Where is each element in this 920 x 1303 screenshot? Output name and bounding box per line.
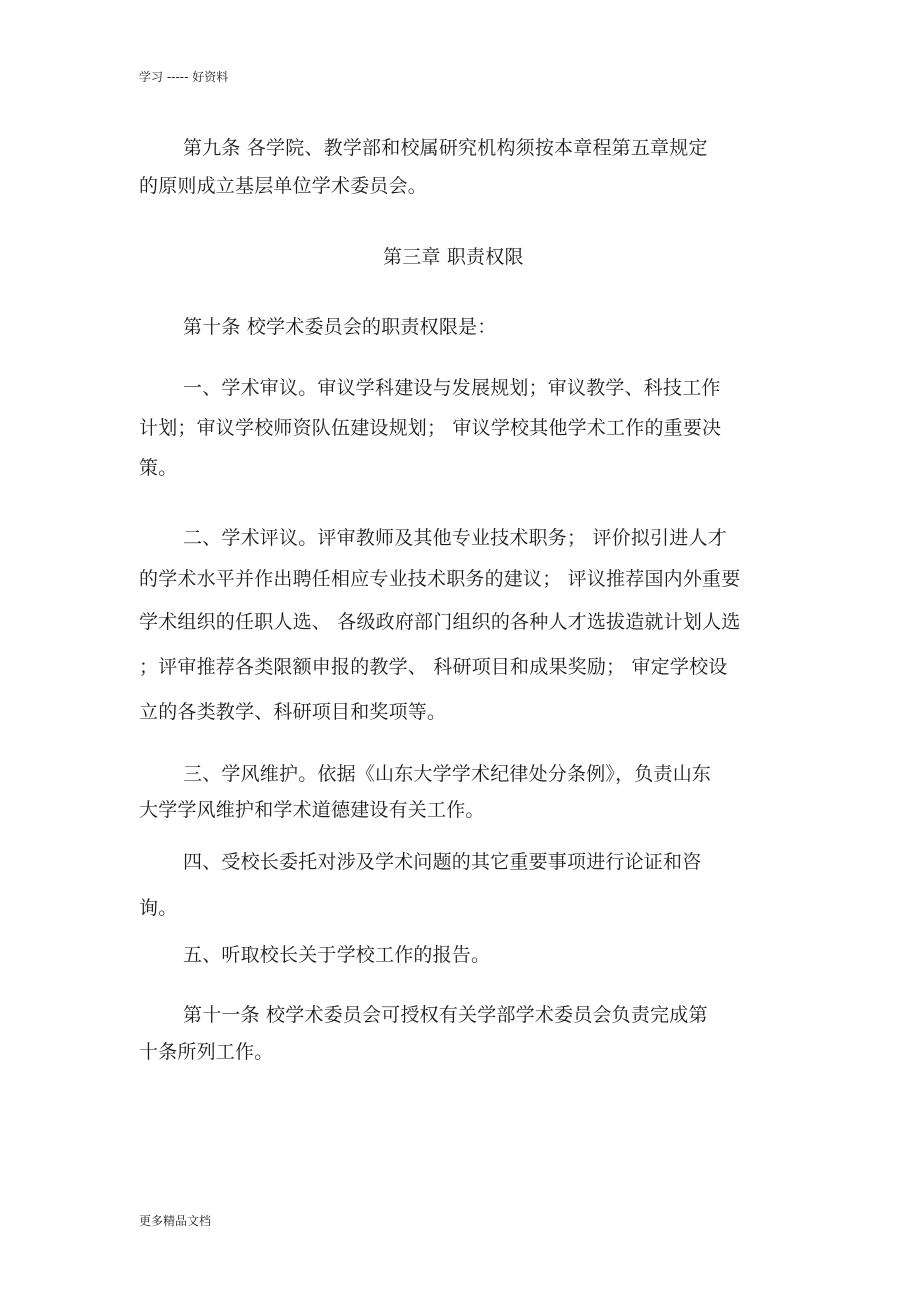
text-line: 的原则成立基层单位学术委员会。 bbox=[139, 175, 428, 197]
text-line: 二、学术评议。评审教师及其他专业技术职务； 评价拟引进人才 bbox=[183, 527, 727, 549]
text-line: 学术组织的任职人选、 各级政府部门组织的各种人才选拔造就计划人选 bbox=[139, 611, 741, 633]
text-line: 三、学风维护。依据《山东大学学术纪律处分条例》，负责山东 bbox=[183, 763, 712, 785]
text-line: 五、听取校长关于学校工作的报告。 bbox=[183, 944, 491, 966]
text-line: ；评审推荐各类限额申报的教学、 科研项目和成果奖励； 审定学校设 bbox=[139, 656, 728, 678]
text-line: 第十一条 校学术委员会可授权有关学部学术委员会负责完成第 bbox=[183, 1004, 708, 1026]
text-line: 询。 bbox=[139, 897, 178, 919]
page-footer: 更多精品文档 bbox=[139, 1214, 212, 1228]
text-line: 第十条 校学术委员会的职责权限是： bbox=[183, 316, 497, 338]
text-line: 的学术水平并作出聘任相应专业技术职务的建议； 评议推荐国内外重要 bbox=[139, 568, 741, 590]
page-header: 学习 ----- 好资料 bbox=[139, 70, 229, 84]
text-line: 策。 bbox=[139, 457, 178, 479]
text-line: 第九条 各学院、教学部和校属研究机构须按本章程第五章规定 bbox=[183, 137, 708, 159]
text-line: 十条所列工作。 bbox=[139, 1041, 274, 1063]
text-line: 四、受校长委托对涉及学术问题的其它重要事项进行论证和咨 bbox=[183, 851, 702, 873]
chapter-heading: 第三章 职责权限 bbox=[383, 246, 524, 268]
text-line: 计划；审议学校师资队伍建设规划； 审议学校其他学术工作的重要决 bbox=[139, 417, 722, 439]
text-line: 一、学术审议。审议学科建设与发展规划；审议教学、科技工作 bbox=[183, 377, 721, 399]
text-line: 立的各类教学、科研项目和奖项等。 bbox=[139, 701, 447, 723]
text-line: 大学学风维护和学术道德建设有关工作。 bbox=[139, 799, 485, 821]
